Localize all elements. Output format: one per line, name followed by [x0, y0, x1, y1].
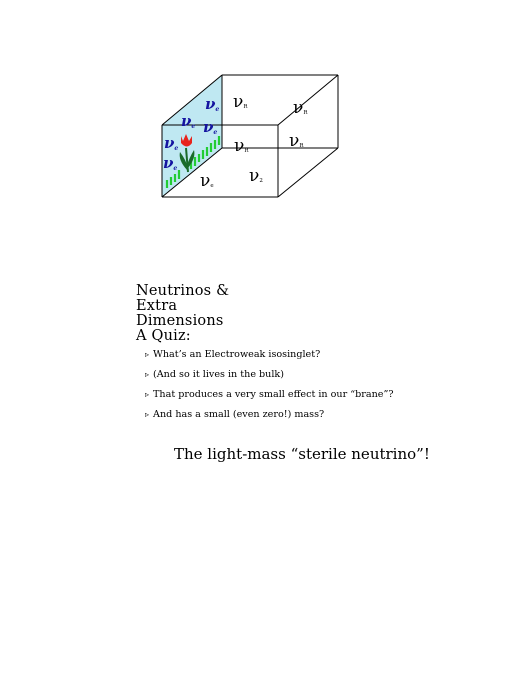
quiz-item-text: (And so it lives in the bulk): [153, 369, 284, 380]
quiz-item-text: That produces a very small effect in our “brane”?: [153, 389, 394, 400]
nu-e-symbol: νe: [164, 134, 179, 152]
nu-r-symbol: νR: [293, 98, 308, 118]
extra-dimension-cube-diagram: [0, 0, 512, 230]
title-line: A Quiz:: [136, 328, 191, 344]
quiz-item: [145, 389, 394, 400]
nu-r-symbol: νR: [233, 92, 248, 112]
triangle-bullet-icon: ▹: [145, 410, 150, 419]
nu-e-bulk-symbol: νe: [200, 171, 214, 191]
nu-2-symbol: ν2: [249, 166, 263, 186]
title-line: Dimensions: [136, 313, 224, 329]
triangle-bullet-icon: ▹: [145, 370, 150, 379]
quiz-item-text: And has a small (even zero!) mass?: [153, 409, 325, 420]
quiz-item: [145, 349, 320, 360]
nu-r-symbol: νR: [234, 136, 249, 156]
quiz-item: [145, 369, 284, 380]
triangle-bullet-icon: ▹: [145, 390, 150, 399]
quiz-item: [145, 409, 324, 420]
nu-r-symbol: νR: [289, 131, 304, 151]
nu-e-symbol: νe: [181, 112, 196, 130]
nu-e-symbol: νe: [163, 154, 178, 172]
quiz-answer: The light-mass “sterile neutrino”!: [174, 445, 430, 463]
title-line: Extra: [136, 298, 178, 314]
quiz-item-text: What’s an Electroweak isosinglet?: [153, 349, 321, 360]
triangle-bullet-icon: ▹: [145, 350, 150, 359]
title-line: Neutrinos &: [136, 283, 230, 299]
nu-e-symbol: νe: [203, 118, 218, 136]
slide-title: [136, 284, 229, 344]
nu-e-symbol: νe: [205, 95, 220, 113]
